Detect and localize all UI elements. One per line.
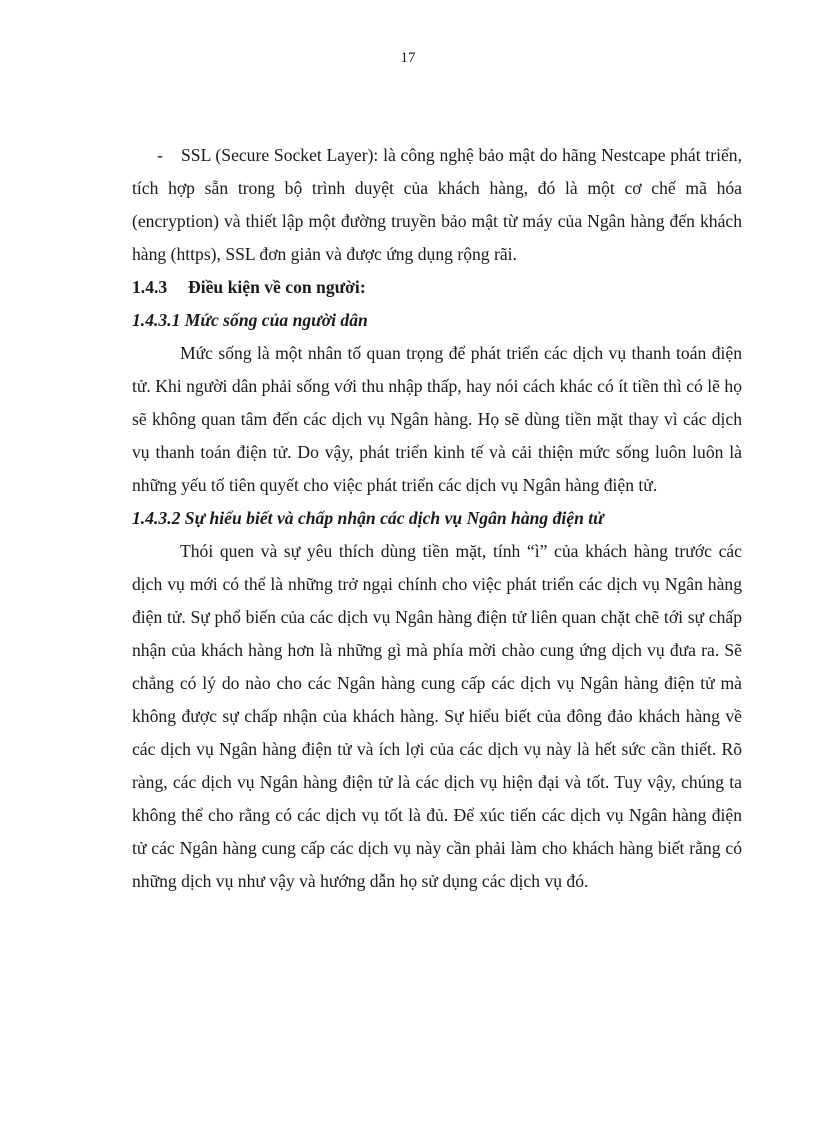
section-number: 1.4.3 bbox=[132, 277, 168, 297]
body-text bbox=[132, 139, 742, 898]
bullet-item-ssl bbox=[132, 139, 742, 271]
page-number: 17 bbox=[400, 50, 416, 66]
paragraph-customer-acceptance: Thói quen và sự yêu thích dùng tiền mặt, tính “ì” của khách hàng trước các dịch vụ mới có thể là những trở ngại chính cho việc phát triển các dịch vụ Ngân hàng điện tử. Sự phổ biến của các dịch vụ Ngân hàng điện tử liên quan chặt chẽ tới sự chấp nhận của khách hàng hơn là những gì mà phía mời chào cung ứng dịch vụ đưa ra. Sẽ chẳng có lý do nào cho các Ngân hàng cung cấp các dịch vụ Ngân hàng điện tử mà không được sự chấp nhận của khách hàng. Sự hiểu biết của đông đảo khách hàng về các dịch vụ Ngân hàng điện tử và ích lợi của các dịch vụ này là hết sức cần thiết. Rõ ràng, các dịch vụ Ngân hàng điện tử là các dịch vụ hiện đại và tốt. Tuy vậy, chúng ta không thể cho rằng có các dịch vụ tốt là đủ. Để xúc tiến các dịch vụ Ngân hàng điện tử các Ngân hàng cung cấp các dịch vụ này cần phải làm cho khách hàng biết rằng có những dịch vụ như vậy và hướng dẫn họ sử dụng các dịch vụ đó. bbox=[132, 541, 742, 891]
subsection-heading-2: 1.4.3.2 Sự hiểu biết và chấp nhận các dịch vụ Ngân hàng điện tử bbox=[132, 508, 604, 528]
subsection-heading-1: 1.4.3.1 Mức sống của người dân bbox=[132, 310, 368, 330]
section-heading bbox=[132, 271, 742, 304]
section-title: Điều kiện về con người: bbox=[188, 277, 366, 297]
paragraph-living-standard: Mức sống là một nhân tố quan trọng để phát triển các dịch vụ thanh toán điện tử. Khi người dân phải sống với thu nhập thấp, hay nói cách khác có ít tiền thì có lẽ họ sẽ không quan tâm đến các dịch vụ Ngân hàng. Họ sẽ dùng tiền mặt thay vì các dịch vụ thanh toán điện tử. Do vậy, phát triển kinh tế và cải thiện mức sống luôn luôn là những yếu tố tiên quyết cho việc phát triển các dịch vụ Ngân hàng điện tử. bbox=[132, 343, 742, 495]
bullet-text: SSL (Secure Socket Layer): là công nghệ bảo mật do hãng Nestcape phát triển, tích hợp sẵn trong bộ trình duyệt của khách hàng, đó là một cơ chế mã hóa (encryption) và thiết lập một đường truyền bảo mật từ máy của Ngân hàng đến khách hàng (https), SSL đơn giản và được ứng dụng rộng rãi. bbox=[132, 145, 742, 264]
bullet-dash: - bbox=[157, 145, 163, 165]
